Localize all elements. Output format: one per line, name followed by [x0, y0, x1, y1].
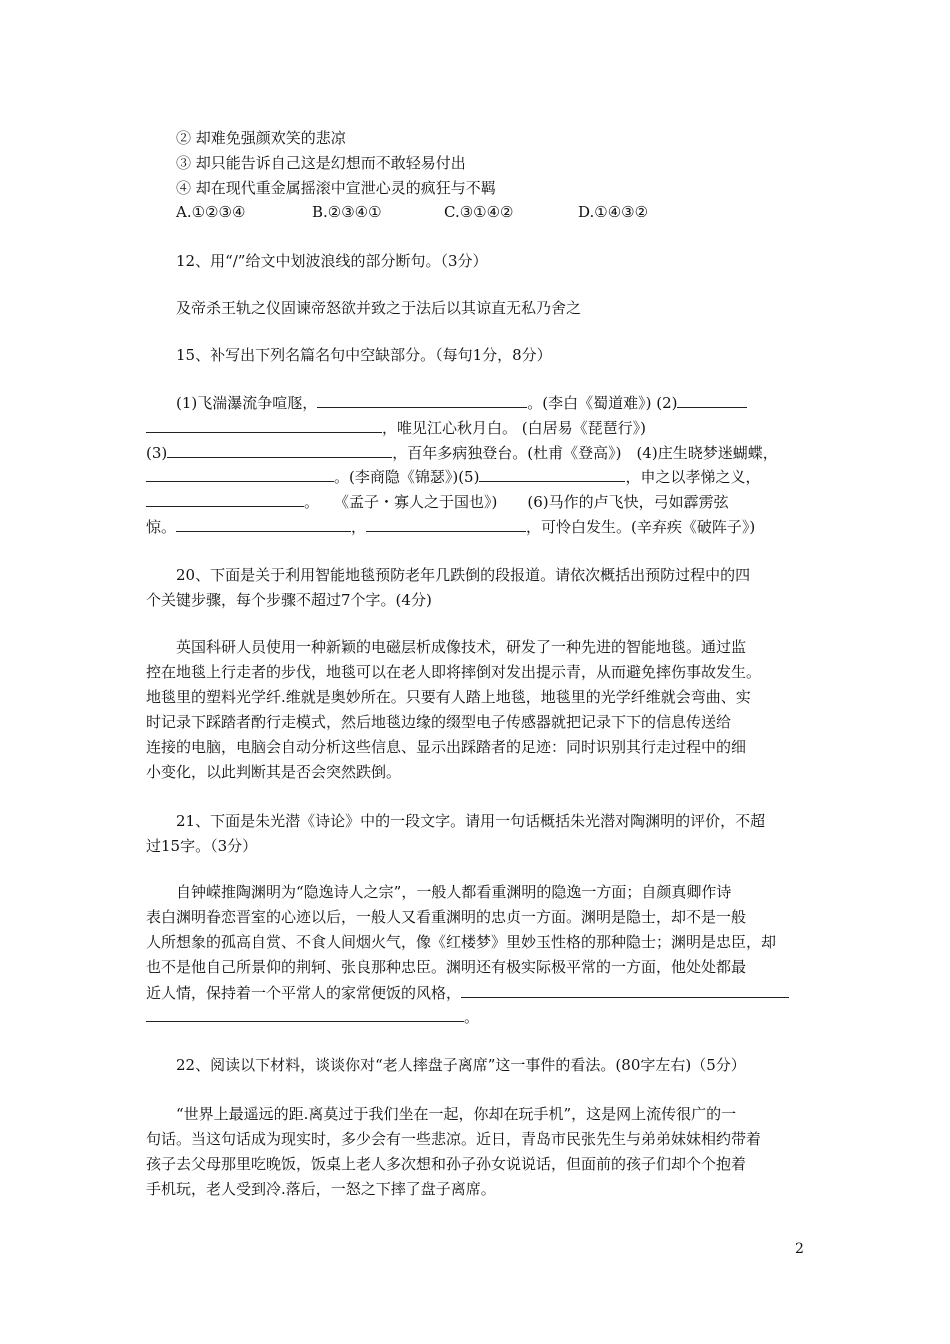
q20-prompt-line-2: 个关键步骤，每个步骤不超过7个字。(4分): [146, 591, 432, 609]
q15-s6-mid: ，: [351, 518, 367, 536]
q15-s5-post: ，申之以孝悌之义，: [625, 468, 761, 486]
q15-s4-post: 。(李商隐《锦瑟》)(5): [334, 468, 480, 486]
q15-prompt: 15、补写出下列名篇名句中空缺部分。（每句1分，8分）: [176, 346, 552, 364]
q15-blank-2a[interactable]: [677, 392, 747, 408]
q21-passage-line-6: [146, 1006, 479, 1027]
q20-passage-line-6: 小变化，以此判断其是否会突然跌倒。: [146, 763, 402, 781]
q11-choice-a: A.①②③④: [176, 203, 246, 221]
q15-line-4: [146, 466, 760, 487]
q21-passage-line-3: 人所想象的孤高自赏、不食人间烟火气，像《红楼梦》里妙玉性格的那种隐士；渊明是忠臣，却: [146, 933, 777, 951]
q22-passage-line-2: 句话。当这句话成为现实时，多少会有一些悲凉。近日，青岛市民张先生与弟弟妹妹相约带着: [146, 1130, 762, 1148]
q15-blank-3[interactable]: [167, 442, 392, 458]
q22-passage-line-3: 孩子去父母那里吃晚饭，饭桌上老人多次想和孙子孙女说说话，但面前的孩子们却个个抱着: [146, 1155, 747, 1173]
q20-prompt-line-1: 20、下面是关于利用智能地毯预防老年几跌倒的段报道。请依次概括出预防过程中的四: [176, 566, 751, 584]
q22-passage-line-1: “世界上最遥远的距.离莫过于我们坐在一起，你却在玩手机”，这是网上流传很广的一: [176, 1105, 737, 1123]
q15-blank-6a[interactable]: [176, 516, 351, 532]
q11-choice-d: D.①④③②: [578, 203, 649, 221]
q20-passage-line-3: 地毯里的塑料光学纤.维就是奥妙所在。只要有人踏上地毯，地毯里的光学纤维就会弯曲、实: [146, 688, 751, 706]
q11-option-2: ② 却难免强颜欢笑的悲凉: [176, 129, 346, 147]
q21-prompt-line-2: 过15字。（3分）: [146, 837, 258, 855]
q15-line-3: [146, 442, 778, 463]
q15-line-6: [146, 516, 755, 537]
q11-choice-b: B.②③④①: [312, 203, 382, 221]
q21-passage-line-6-end: 。: [464, 1008, 480, 1026]
q21-passage-line-2: 表白渊明眷恋晋室的心迹以后，一般人又看重渊明的忠贞一方面。渊明是隐士，却不是一般: [146, 908, 747, 926]
q15-blank-5b[interactable]: [146, 491, 304, 507]
q11-choices: [176, 202, 648, 222]
q15-line-2: [146, 417, 646, 438]
q15-line-1: [176, 392, 747, 413]
q21-answer-blank-2[interactable]: [146, 1006, 464, 1022]
q12-text: 及帝杀王轨之仪固谏帝怒欲并致之于法后以其谅直无私乃舍之: [176, 299, 582, 317]
q21-passage-line-5-text: 近人情，保持着一个平常人的家常便饭的风格，: [146, 984, 462, 1002]
q21-passage-line-5: [146, 982, 789, 1003]
q11-option-3: ③ 却只能告诉自己这是幻想而不敢轻易付出: [176, 154, 466, 172]
q11-choice-c: C.③①④②: [444, 203, 514, 221]
q15-line-5: [146, 491, 729, 512]
q21-prompt-line-1: 21、下面是朱光潜《诗论》中的一段文字。请用一句话概括朱光潜对陶渊明的评价，不超: [176, 812, 766, 830]
q15-s3-pre: (3): [146, 444, 168, 462]
q15-blank-1[interactable]: [317, 392, 527, 408]
q22-passage-line-4: 手机玩，老人受到冷.落后，一怒之下摔了盘子离席。: [146, 1180, 496, 1198]
q21-passage-line-1: 自钟嵘推陶渊明为“隐逸诗人之宗”，一般人都看重渊明的隐逸一方面；自颜真卿作诗: [176, 883, 732, 901]
q22-prompt: 22、阅读以下材料，谈谈你对“老人摔盘子离席”这一事件的看法。(80字左右)（5分）: [176, 1056, 746, 1074]
q15-blank-5a[interactable]: [479, 466, 625, 482]
q15-blank-6b[interactable]: [366, 516, 526, 532]
q20-passage-line-1: 英国科研人员使用一种新颖的电磁层析成像技术，研发了一种先进的智能地毯。通过监: [176, 638, 747, 656]
q11-option-4: ④ 却在现代重金属摇滚中宣泄心灵的疯狂与不羁: [176, 179, 496, 197]
q15-s6-pre: 惊。: [146, 518, 177, 536]
q15-s3-post: ，百年多病独登台。(杜甫《登高》) (4)庄生晓梦迷蝴蝶，: [392, 444, 778, 462]
q15-s1-post: 。(李白《蜀道难》) (2): [527, 394, 678, 412]
q20-passage-line-4: 时记录下踩踏者酌行走模式，然后地毯边缘的缀型电子传感器就把记录下下的信息传送给: [146, 713, 732, 731]
q21-passage-line-4: 也不是他自己所景仰的荆轲、张良那种忠臣。渊明还有极实际极平常的一方面，他处处都最: [146, 958, 747, 976]
q20-passage-line-5: 连接的电脑，电脑会自动分析这些信息、显示出踩踏者的足迹：同时识别其行走过程中的细: [146, 738, 747, 756]
q15-s1-pre: (1)飞湍瀑流争喧豗，: [176, 394, 318, 412]
q15-s2-post: ，唯见江心秋月白。 (白居易《琵琶行》): [382, 419, 646, 437]
q20-passage-line-2: 控在地毯上行走者的步伐，地毯可以在老人即将摔倒对发出提示青，从而避免摔伤事故发生。: [146, 663, 762, 681]
q15-blank-4[interactable]: [146, 466, 334, 482]
q21-answer-blank-1[interactable]: [461, 982, 789, 998]
q15-s5-end: 。 《孟子・寡人之于国也》) (6)马作的卢飞快，弓如霹雳弦: [304, 493, 729, 511]
q15-blank-2b[interactable]: [146, 417, 382, 433]
q12-prompt: 12、用“/”给文中划波浪线的部分断句。（3分）: [176, 252, 488, 270]
q15-s6-post: ，可怜白发生。(辛弃疾《破阵子》): [526, 518, 756, 536]
page-number: 2: [795, 1241, 804, 1257]
